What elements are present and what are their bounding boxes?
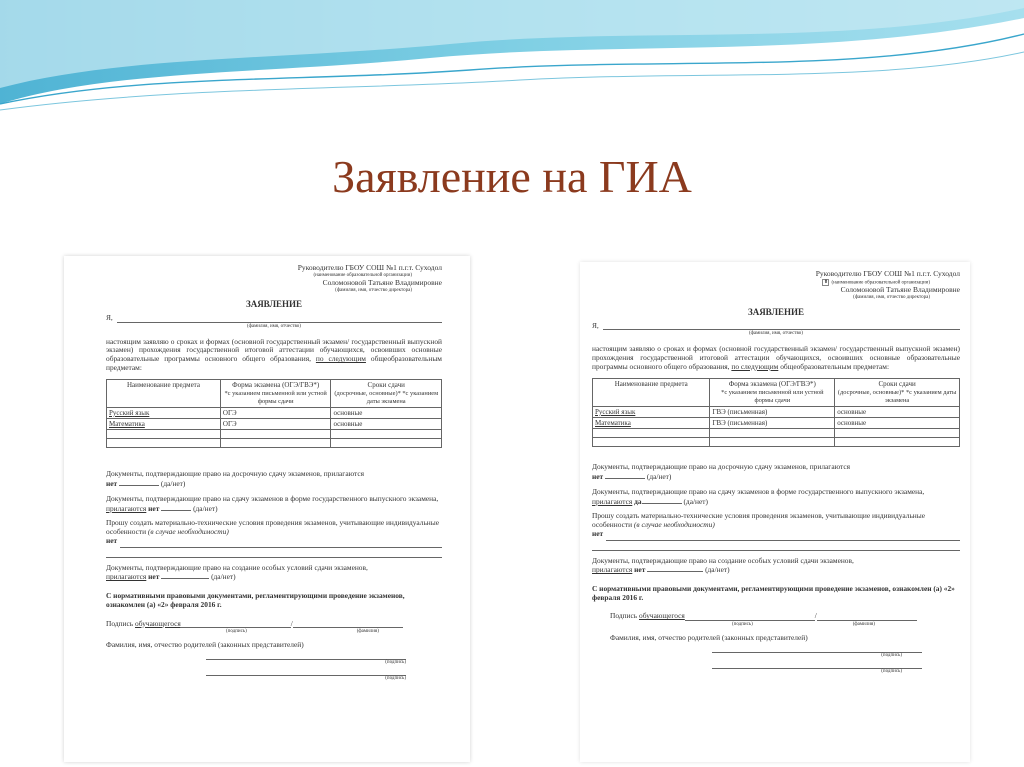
applicant-name-row [106,314,442,323]
docs-early-statement: Документы, подтверждающие право на досрочную сдачу экзаменов, прилагаются нет (да/нет) [106,469,365,489]
cell-term: основные [331,407,442,418]
director-caption: (фамилия, имя, отчество директора) [335,287,412,293]
table-row [593,418,960,429]
subjects-table [106,379,442,449]
addressee-line: Руководителю ГБОУ СОШ №1 п.г.т. Суходол [815,269,960,278]
parent-signature-lines: (подпись) (подпись) [592,645,960,675]
student-signature-row: Подпись обучающегося / [106,620,442,629]
acquainted-statement: С нормативными правовыми документами, регламентирующими проведение экзаменов, ознакомлен (а) «2» февраля 2016 г. [106,591,405,609]
table-header-row [593,378,960,406]
table-row [107,407,442,418]
table-row [107,419,442,430]
parent-line[interactable] [712,645,922,653]
acquainted-statement: С нормативными правовыми документами, регламентирующими проведение экзаменов, ознакомлен (а) «2» февраля 2016 г. [592,584,955,602]
special-conditions-statement: Прошу создать материально-технические условия проведения экзаменов, учитывающие индивидуальные особенности (в случае необходимости) нет [592,512,960,550]
student-signature-field[interactable] [685,614,815,621]
fio-caption: (фамилия, имя, отчество) [749,331,803,337]
ya-label: Я, [106,313,113,323]
fio-caption: (фамилия, имя, отчество) [247,323,301,329]
cell-subject: Математика [593,418,710,429]
form-title: ЗАЯВЛЕНИЕ [747,307,805,318]
ya-label: Я, [592,320,599,330]
form-title: ЗАЯВЛЕНИЕ [245,299,303,310]
cell-subject: Русский язык [593,406,710,417]
addressee-block [106,264,442,293]
table-row-empty [107,439,442,448]
addressee-caption: (наименование образовательной организации) [313,272,412,278]
table-row-empty [107,430,442,439]
table-row [593,406,960,417]
parents-label: Фамилия, имя, отчество родителей (законных представителей) [106,640,304,650]
table-row-empty [593,438,960,447]
docs-special-statement: Документы, подтверждающие право на создание особых условий сдачи экзаменов, прилагаются нет (да/нет) [106,562,368,582]
cell-form: ОГЭ [220,419,331,430]
table-header-row [107,379,442,407]
anchor-marker-icon: ⬍ [823,279,829,285]
student-signature-row: Подпись обучающегося / [592,612,960,621]
special-conditions-statement: Прошу создать материально-технические условия проведения экзаменов, учитывающие индивидуальные особенности (в случае необходимости) нет [106,519,442,557]
cell-form: ГВЭ (письменная) [710,418,835,429]
header-term: Сроки сдачи (досрочные, основные)* *с указанием даты экзамена [331,379,442,407]
docs-early-statement: Документы, подтверждающие право на досрочную сдачу экзаменов, прилагаются нет (да/нет) [592,462,851,482]
applicant-name-field[interactable] [603,322,960,330]
director-caption: (фамилия, имя, отчество директора) [853,295,930,301]
student-surname-field[interactable] [817,614,917,621]
header-form: Форма экзамена (ОГЭ/ГВЭ*) *с указанием письменной или устной формы сдачи [710,378,835,406]
director-name: Соломоновой Татьяне Владимировне [840,285,960,295]
table-row-empty [593,429,960,438]
cell-term: основные [331,419,442,430]
docs-gve-statement: Документы, подтверждающие право на сдачу экзаменов в форме государственного выпускного экзамена, прилагаются нет (да/нет) [106,493,439,513]
parents-label: Фамилия, имя, отчество родителей (законных представителей) [610,633,808,643]
parent-line[interactable] [712,661,922,669]
cell-form: ОГЭ [220,407,331,418]
student-surname-field[interactable] [293,621,403,628]
addressee-caption: ⬍ (наименование образовательной организации) [823,279,930,286]
header-subject: Наименование предмета [593,378,710,406]
intro-paragraph: настоящим заявляю о сроках и формах (основной государственный экзамен/ государственный выпускной экзамен) прохождения государственной итоговой аттестации обучающихся, освоивших основные образовательные программы основного общего образования, по следующим общеобразовательным предметам: [592,344,960,371]
applicant-name-field[interactable] [117,315,442,323]
slide-title: Заявление на ГИА [332,151,692,202]
cell-subject: Русский язык [107,407,221,418]
application-form-left [64,256,470,762]
docs-gve-statement: Документы, подтверждающие право на сдачу экзаменов в форме государственного выпускного экзамена, прилагаются да (да/нет) [592,486,925,506]
header-form: Форма экзамена (ОГЭ/ГВЭ*) *с указанием письменной или устной формы сдачи [220,379,331,407]
applicant-name-row [592,322,960,331]
addressee-line: Руководителю ГБОУ СОШ №1 п.г.т. Суходол [297,263,442,272]
header-subject: Наименование предмета [107,379,221,407]
subjects-table [592,378,960,448]
student-signature-field[interactable] [181,621,291,628]
parent-signature-lines: (подпись) (подпись) [106,652,442,682]
application-form-right [580,262,970,762]
header-wave-decoration [0,0,1024,120]
addressee-block [592,270,960,301]
cell-term: основные [835,418,960,429]
signature-captions: (подпись) (фамилия) [732,622,875,628]
header-term: Сроки сдачи (досрочные, основные)* *с указанием даты экзамена [835,378,960,406]
director-name: Соломоновой Татьяне Владимировне [322,277,442,287]
cell-term: основные [835,406,960,417]
cell-subject: Математика [107,419,221,430]
signature-captions: (подпись) (фамилия) [226,629,379,635]
parent-line[interactable] [206,652,406,660]
parent-line[interactable] [206,668,406,676]
cell-form: ГВЭ (письменная) [710,406,835,417]
docs-special-statement: Документы, подтверждающие право на создание особых условий сдачи экзаменов, прилагаются нет (да/нет) [592,555,854,575]
intro-paragraph: настоящим заявляю о сроках и формах (основной государственный экзамен/ государственный выпускной экзамен) прохождения государственной итоговой аттестации обучающихся, освоивших основные образовательные программы основного общего образования, по следующим общеобразовательным предметам: [106,336,442,372]
